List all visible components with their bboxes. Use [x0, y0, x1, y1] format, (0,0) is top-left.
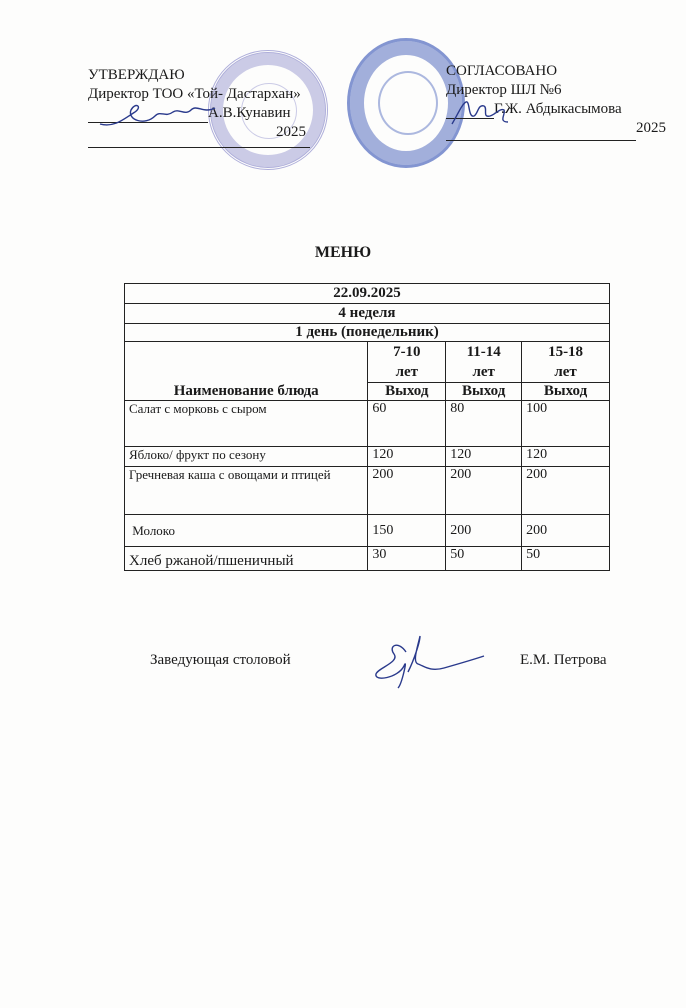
dish-name: Салат с морковь с сыром	[125, 401, 368, 447]
agreement-position: Директор ШЛ №6	[446, 82, 562, 98]
age-group-header: 15-18 лет	[522, 342, 610, 383]
portion-value: 200	[368, 467, 446, 515]
menu-table	[124, 283, 610, 571]
agreement-signature	[448, 96, 528, 130]
footer-signature	[368, 632, 488, 690]
portion-value: 30	[368, 547, 446, 571]
agreement-name: Г.Ж. Абдыкасымова	[494, 101, 622, 117]
agreement-year: 2025	[636, 120, 666, 136]
agreement-date-line	[446, 140, 636, 141]
dish-name: Молоко	[125, 515, 368, 547]
table-row	[125, 401, 610, 447]
output-column-header: Выход	[446, 383, 522, 401]
dish-column-header: Наименование блюда	[125, 342, 368, 401]
portion-value: 120	[522, 447, 610, 467]
age-header-row	[125, 342, 610, 383]
portion-value: 150	[368, 515, 446, 547]
portion-value: 200	[522, 467, 610, 515]
age-group-header: 11-14 лет	[446, 342, 522, 383]
menu-date: 22.09.2025	[125, 284, 610, 304]
output-column-header: Выход	[522, 383, 610, 401]
portion-value: 50	[446, 547, 522, 571]
approval-position: Директор ТОО «Той- Дастархан»	[88, 86, 301, 102]
approval-signature	[95, 98, 235, 132]
agreement-label: СОГЛАСОВАНО	[446, 63, 558, 79]
table-row	[125, 515, 610, 547]
footer-position: Заведующая столовой	[150, 652, 291, 668]
page-title: МЕНЮ	[314, 244, 372, 261]
table-row	[125, 447, 610, 467]
portion-value: 120	[368, 447, 446, 467]
portion-value: 200	[446, 467, 522, 515]
portion-value: 100	[522, 401, 610, 447]
approval-year: 2025	[276, 124, 306, 140]
approval-name: А.В.Кунавин	[208, 105, 291, 121]
portion-value: 50	[522, 547, 610, 571]
portion-value: 60	[368, 401, 446, 447]
approval-date-line	[88, 147, 310, 148]
dish-name: Яблоко/ фрукт по сезону	[125, 447, 368, 467]
approval-label: УТВЕРЖДАЮ	[88, 67, 185, 83]
table-row	[125, 467, 610, 515]
portion-value: 120	[446, 447, 522, 467]
portion-value: 200	[522, 515, 610, 547]
dish-name: Гречневая каша с овощами и птицей	[125, 467, 368, 515]
output-column-header: Выход	[368, 383, 446, 401]
table-row	[125, 547, 610, 571]
portion-value: 200	[446, 515, 522, 547]
footer-name: Е.М. Петрова	[520, 652, 607, 668]
menu-day: 1 день (понедельник)	[125, 324, 610, 342]
age-group-header: 7-10 лет	[368, 342, 446, 383]
dish-name: Хлеб ржаной/пшеничный	[125, 547, 368, 571]
portion-value: 80	[446, 401, 522, 447]
menu-week: 4 неделя	[125, 304, 610, 324]
